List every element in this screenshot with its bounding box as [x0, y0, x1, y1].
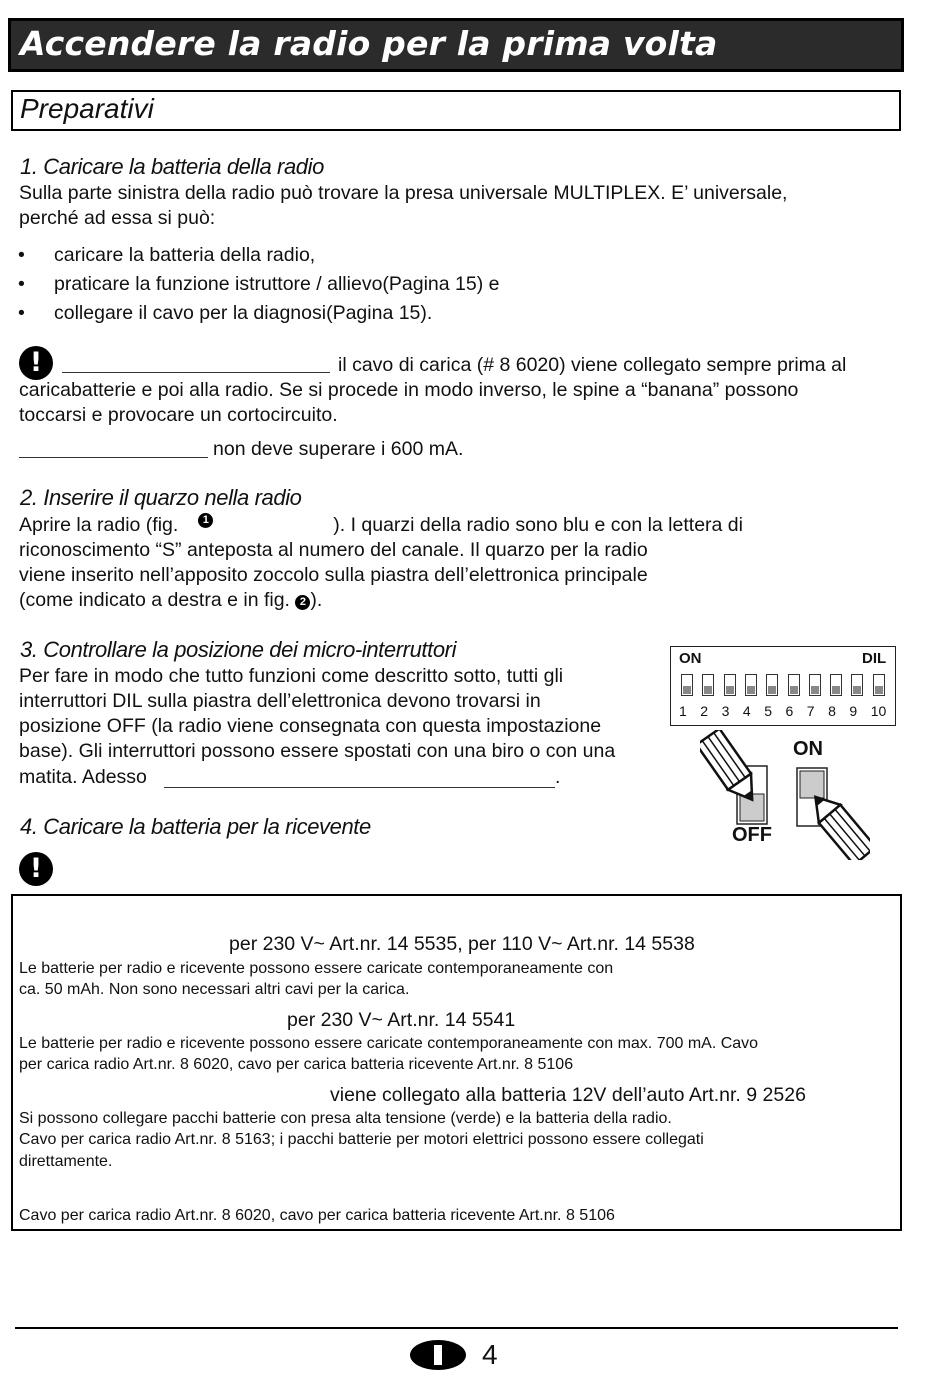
section2-heading: 2. Inserire il quarzo nella radio	[20, 485, 302, 510]
dil-number: 9	[849, 703, 858, 719]
page-subtitle: Preparativi	[20, 93, 154, 124]
warning-icon: !	[19, 346, 53, 380]
section2-line4: (come indicato a destra e in fig. 2 ).	[19, 589, 323, 611]
dil-switch	[809, 674, 821, 696]
section3-line3: posizione OFF (la radio viene consegnata con questa impostazione	[19, 715, 602, 737]
charger1-title: per 230 V~ Art.nr. 14 5535, per 110 V~ Art.nr. 14 5538	[229, 933, 695, 955]
dil-switch-knob	[853, 686, 861, 694]
dil-switch	[702, 674, 714, 696]
section2-line3: viene inserito nell’apposito zoccolo sulla piastra dell’elettronica principale	[19, 564, 648, 586]
charger2-title: per 230 V~ Art.nr. 14 5541	[287, 1009, 516, 1031]
list-item: • praticare la funzione istruttore / allievo(Pagina 15) e	[18, 273, 500, 295]
dil-switch	[724, 674, 736, 696]
list-item: • caricare la batteria della radio,	[18, 244, 316, 266]
dil-switch-knob	[704, 686, 712, 694]
dil-switch-knob	[768, 686, 776, 694]
dil-number: 8	[828, 703, 836, 719]
section2-line2: riconoscimento “S” anteposta al numero del canale. Il quarzo per la radio	[19, 539, 648, 561]
list-item: • collegare il cavo per la diagnosi(Pagina 15).	[18, 302, 433, 324]
dil-switch-knob	[790, 686, 798, 694]
warning-text-line2: caricabatterie e poi alla radio. Se si procede in modo inverso, le spine a “banana” possono	[19, 379, 799, 401]
dil-number: 5	[764, 703, 772, 719]
dil-on-label: ON	[679, 650, 702, 667]
current-note: non deve superare i 600 mA.	[213, 438, 464, 460]
charger4-line1: Cavo per carica radio Art.nr. 8 6020, cavo per carica batteria ricevente Art.nr. 8 5106	[19, 1207, 615, 1224]
page-number: 4	[482, 1339, 498, 1370]
dil-switch	[745, 674, 757, 696]
charger3-title: viene collegato alla batteria 12V dell’auto Art.nr. 9 2526	[330, 1084, 806, 1106]
charger3-line2: Cavo per carica radio Art.nr. 8 5163; i pacchi batterie per motori elettrici possono essere collegati	[19, 1131, 704, 1148]
dil-switch	[766, 674, 778, 696]
blank-line	[19, 456, 208, 458]
dil-number: 3	[721, 703, 730, 719]
section4-heading: 4. Caricare la batteria per la ricevente	[20, 814, 371, 839]
dil-switch-knob	[832, 686, 840, 694]
dil-switch-knob	[875, 686, 883, 694]
warning-icon: !	[19, 852, 53, 886]
charger3-line3: direttamente.	[19, 1153, 113, 1170]
warning-text-line1: il cavo di carica (# 8 6020) viene collegato sempre prima al	[338, 354, 847, 376]
section3-line4: base). Gli interruttori possono essere spostati con una biro o con una	[19, 740, 616, 762]
blank-line	[164, 786, 555, 788]
fig-number-2: 2	[295, 595, 310, 610]
charger1-line1: Le batterie per radio e ricevente possono essere caricate contemporaneamente con	[19, 960, 614, 977]
switch-off-label: OFF	[732, 824, 772, 846]
section1-heading: 1. Caricare la batteria della radio	[20, 154, 324, 179]
charger3-line1: Si possono collegare pacchi batterie con presa alta tensione (verde) e la batteria della radio.	[19, 1110, 672, 1127]
dil-switch	[830, 674, 842, 696]
section3-heading: 3. Controllare la posizione dei micro-interruttori	[20, 637, 457, 662]
dil-switch	[873, 674, 885, 696]
dil-number: 1	[679, 703, 687, 719]
dil-switch-knob	[747, 686, 755, 694]
page-title: Accendere la radio per la prima volta	[20, 24, 718, 63]
dil-switch	[681, 674, 693, 696]
section3-line5: matita. Adesso	[19, 766, 147, 788]
switch-pen-illustration	[700, 730, 870, 860]
charger2-line2: per carica radio Art.nr. 8 6020, cavo per carica batteria ricevente Art.nr. 8 5106	[19, 1056, 574, 1073]
section3-line1: Per fare in modo che tutto funzioni come descritto sotto, tutti gli	[19, 665, 564, 687]
dil-label: DIL	[862, 650, 887, 667]
section3-line2: interruttori DIL sulla piastra dell’elettronica devono trovarsi in	[19, 690, 541, 712]
charger2-line1: Le batterie per radio e ricevente possono essere caricate contemporaneamente con max. 700 mA. Cavo	[19, 1035, 759, 1052]
warning-text-line3: toccarsi e provocare un cortocircuito.	[19, 404, 338, 426]
dil-number: 4	[742, 703, 751, 719]
switch-on-label: ON	[793, 738, 823, 760]
dil-number: 7	[806, 703, 815, 719]
charger1-line2: ca. 50 mAh. Non sono necessari altri cavi per la carica.	[19, 981, 410, 998]
section1-intro-line2: perché ad essa si può:	[19, 207, 216, 229]
footer-divider	[15, 1327, 898, 1329]
section1-intro-line1: Sulla parte sinistra della radio può trovare la presa universale MULTIPLEX. E’ universale,	[19, 182, 788, 204]
dil-switch-knob	[683, 686, 691, 694]
dil-number: 10	[870, 703, 887, 719]
fig-number-1: 1	[198, 513, 213, 528]
blank-line	[62, 371, 330, 373]
section3-line5-end: .	[555, 766, 561, 788]
dil-switch	[851, 674, 863, 696]
section2-line1: Aprire la radio (fig. 1 ). I quarzi della radio sono blu e con la lettera di	[19, 514, 743, 536]
dil-number: 2	[700, 703, 709, 719]
dil-number: 6	[785, 703, 794, 719]
dil-switch	[788, 674, 800, 696]
language-badge-bar	[434, 1345, 442, 1365]
dil-switch-figure	[670, 646, 896, 726]
dil-switch-knob	[811, 686, 819, 694]
dil-switch-knob	[726, 686, 734, 694]
